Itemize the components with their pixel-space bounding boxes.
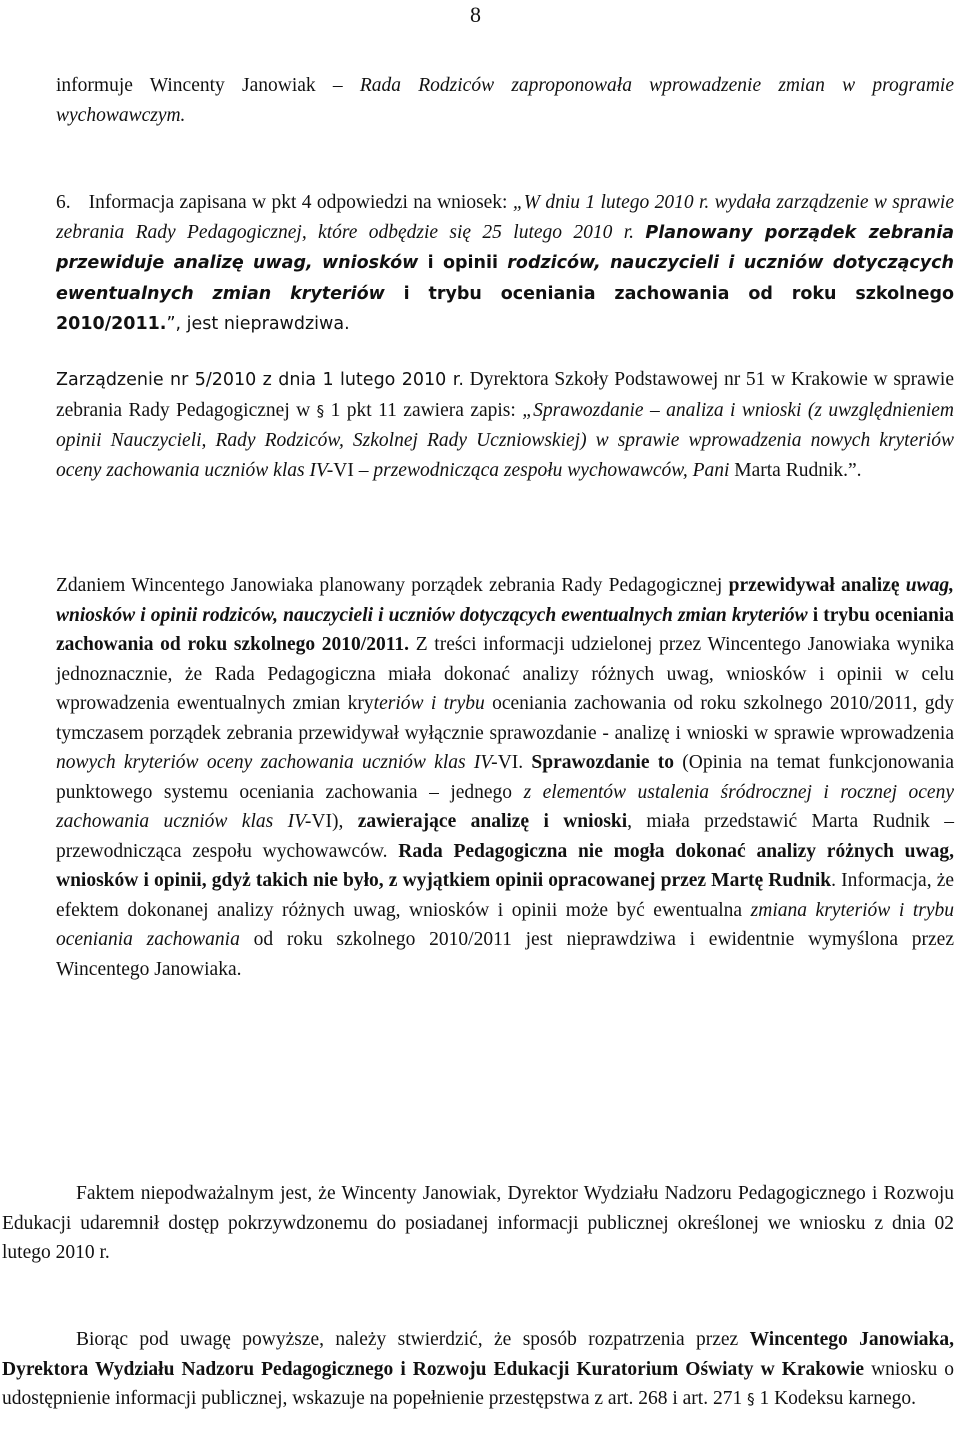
text-span: VI bbox=[333, 459, 354, 481]
quote-text: teriów i trybu bbox=[373, 693, 485, 714]
text-span: , miała przedstawić Marta Rudnik – przewodnicząca zespołu wychowawców. bbox=[56, 811, 955, 862]
paragraph-conclusion bbox=[2, 1325, 954, 1415]
text-span: 1 pkt 11 zawiera zapis: bbox=[324, 399, 523, 421]
paragraph-regulation bbox=[56, 365, 954, 485]
text-span: 1 Kodeksu karnego. bbox=[754, 1388, 916, 1409]
text-span: (Opinia na temat funkcjonowania punktowego systemu oceniania zachowania – jednego bbox=[56, 752, 954, 803]
bold-text: i opinii bbox=[418, 253, 508, 273]
text-span: od roku szkolnego 2010/2011 jest nieprawdziwa i ewidentnie wymyślona przez Wincentego Janowiaka. bbox=[56, 929, 954, 980]
text-span: Informacja zapisana w pkt 4 odpowiedzi na wniosek: bbox=[88, 192, 513, 213]
bold-text: Wincentego Janowiaka, Dyrektora Wydziału Nadzoru Pedagogicznego i Rozwoju Edukacji Kuratorium Oświaty w Krakowie bbox=[2, 1329, 954, 1380]
quote-text: „Sprawozdanie – analiza i wnioski (z uwzględnieniem opinii Nauczycieli, Rady Rodziców, Szkolnej Rady Uczniowskiej) w sprawie wprowadzenia nowych kryteriów oceny zachowania uczniów klas IV- bbox=[56, 399, 955, 481]
paragraph-fact bbox=[2, 1179, 954, 1268]
page-number: 8 bbox=[470, 2, 481, 27]
text-span: wniosku o udostępnienie informacji publicznej, wskazuje na popełnienie przestępstwa z art. 268 i art. 271 bbox=[2, 1358, 954, 1409]
bold-text: i trybu oceniania zachowania od roku szkolnego 2010/2011. bbox=[56, 604, 955, 655]
text-span: ”, jest nieprawdziwa. bbox=[166, 314, 350, 334]
text-span: Zdaniem Wincentego Janowiaka planowany porządek zebrania Rady Pedagogicznej bbox=[56, 575, 729, 596]
quote-text: Rada Rodziców zaproponowała wprowadzenie zmian w programie wychowawczym. bbox=[56, 75, 954, 126]
quote-text: nowych kryteriów oceny zachowania uczniów klas IV- bbox=[56, 752, 498, 773]
text-span: Z treści informacji udzielonej przez Wincentego Janowiaka wynika jednoznacznie, że Rada Pedagogiczna miała dokonać analizy różnych uwag, wniosków i opinii w celu wprowadzenia ewentualnych zmian kry bbox=[56, 634, 954, 714]
text-span: VI), bbox=[311, 811, 358, 832]
text-span: informuje Wincenty Janowiak – bbox=[56, 75, 360, 96]
text-span: Marta Rudnik.”. bbox=[734, 459, 862, 481]
text-span: Dyrektora Szkoły Podstawowej nr 51 w Krakowie w sprawie zebrania Rady Pedagogicznej w bbox=[56, 369, 954, 421]
text-span: . Informacja, że efektem dokonanej analizy różnych uwag, wniosków i opinii może być ewentualna bbox=[56, 870, 954, 921]
text-span: VI. bbox=[497, 752, 532, 773]
point-number: 6. bbox=[56, 192, 71, 213]
quote-text: zmiana kryteriów i trybu oceniania zachowania bbox=[56, 899, 954, 950]
bold-text: zawierające analizę i wnioski bbox=[357, 811, 628, 832]
quote-text: z elementów ustalenia śródrocznej i rocznej oceny zachowania uczniów klas IV- bbox=[56, 781, 954, 832]
bold-text: i trybu oceniania zachowania od roku szkolnego 2010/2011. bbox=[56, 283, 954, 334]
text-span: Faktem niepodważalnym jest, że Wincenty Janowiak, Dyrektor Wydziału Nadzoru Pedagogicznego i Rozwoju Edukacji udaremnił dostęp pokrzywdzonemu do posiadanej informacji publicznej określonej we wniosku z dnia 02 lutego 2010 r. bbox=[2, 1183, 954, 1263]
quote-text: – przewodnicząca zespołu wychowawców, Pani bbox=[353, 459, 735, 481]
paragraph-point-6 bbox=[56, 188, 954, 340]
bold-text: Sprawozdanie to bbox=[531, 752, 675, 773]
paragraph-sign: § bbox=[316, 401, 325, 420]
paragraph-opinion bbox=[56, 571, 954, 984]
regulation-reference: Zarządzenie nr 5/2010 z dnia 1 lutego 2010 r. bbox=[56, 370, 464, 390]
paragraph-intro bbox=[56, 71, 954, 130]
quote-bold-text: uwag, wniosków i opinii rodziców, nauczycieli i uczniów dotyczących ewentualnych zmian kryteriów bbox=[56, 575, 954, 626]
quote-bold-text: rodziców, nauczycieli i uczniów dotyczących ewentualnych zmian kryteriów bbox=[56, 253, 955, 304]
bold-text: przewidywał analizę bbox=[728, 575, 900, 596]
text-span: Biorąc pod uwagę powyższe, należy stwierdzić, że sposób rozpatrzenia przez bbox=[76, 1329, 750, 1350]
quote-text: „W dniu 1 lutego 2010 r. wydała zarządzenie w sprawie zebrania Rady Pedagogicznej, które odbędzie się 25 lutego 2010 r. bbox=[56, 192, 954, 243]
bold-text: Rada Pedagogiczna nie mogła dokonać analizy różnych uwag, wniosków i opinii, gdyż takich nie było, z wyjątkiem opinii opracowanej przez Martę Rudnik bbox=[56, 840, 954, 891]
text-span: oceniania zachowania od roku szkolnego 2010/2011, gdy tymczasem porządek zebrania przewidywał wyłącznie sprawozdanie - analizę i wnioski w sprawie wprowadzenia bbox=[56, 693, 955, 744]
quote-bold-text: Planowany porządek zebrania przewiduje analizę uwag, wniosków bbox=[56, 222, 955, 273]
paragraph-sign: § bbox=[747, 1390, 755, 1408]
